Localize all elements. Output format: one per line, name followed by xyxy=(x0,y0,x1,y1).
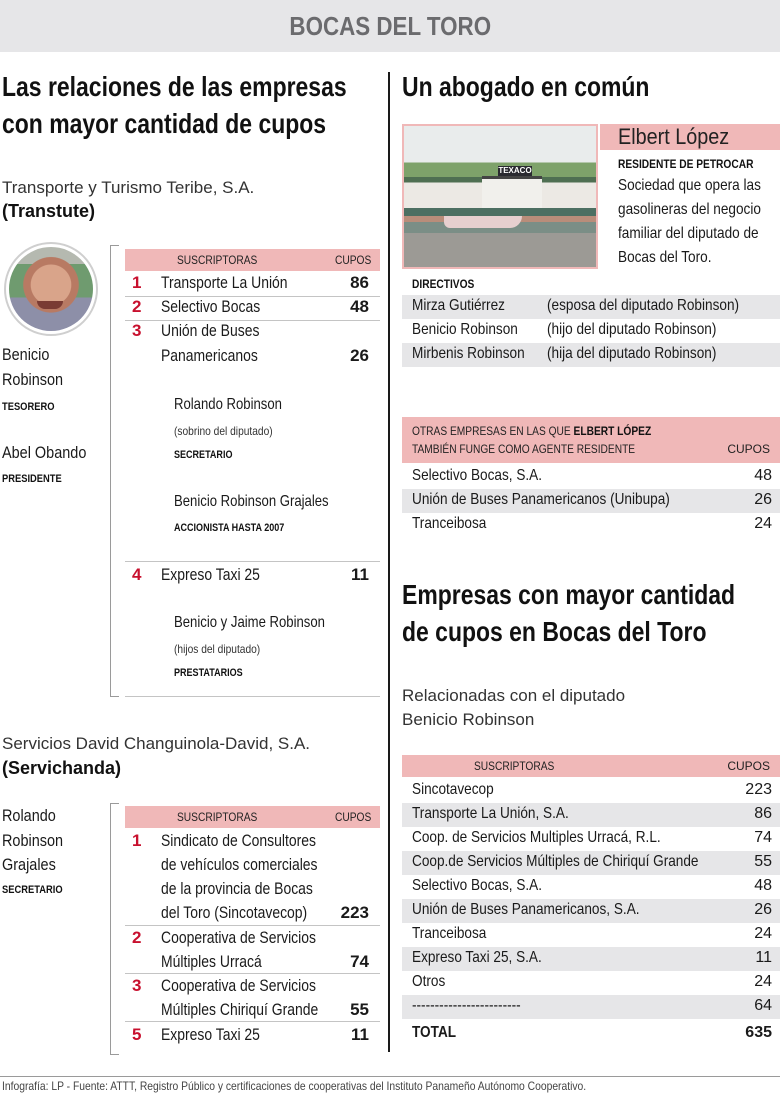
top-title-line2: de cupos en Bocas del Toro xyxy=(402,616,707,647)
right-title: Un abogado en común xyxy=(402,71,650,102)
directivo-row xyxy=(402,295,780,319)
person-name: Grajales xyxy=(2,855,56,874)
row-value: 55 xyxy=(350,1000,369,1019)
row-name: Expreso Taxi 25 xyxy=(161,1025,260,1044)
sub-person-role: ACCIONISTA HASTA 2007 xyxy=(174,522,285,534)
rank-number: 3 xyxy=(132,321,142,340)
other-header-bold: ELBERT LÓPEZ xyxy=(573,424,652,438)
row-value: 11 xyxy=(755,949,772,966)
avatar-benicio-robinson xyxy=(4,242,98,336)
row-value: 64 xyxy=(754,997,772,1014)
header-cupos: CUPOS xyxy=(335,810,372,824)
row-value: 11 xyxy=(351,565,369,584)
directivo-relation: (hija del diputado Robinson) xyxy=(547,345,717,362)
row-name: Unión de Buses xyxy=(161,321,260,340)
row-name: Tranceibosa xyxy=(412,515,487,532)
table-row xyxy=(402,779,780,803)
top-subtitle-line2: Benicio Robinson xyxy=(402,710,535,729)
row-value: 26 xyxy=(754,491,772,508)
header-cupos: CUPOS xyxy=(335,253,372,267)
row-value: 26 xyxy=(754,901,772,918)
row-name: Selectivo Bocas, S.A. xyxy=(412,467,543,484)
other-header-prefix: OTRAS EMPRESAS EN LAS QUE xyxy=(412,424,574,438)
row-divider xyxy=(125,696,380,697)
row-value: 86 xyxy=(754,805,772,822)
directivo-name: Benicio Robinson xyxy=(412,321,518,338)
person-name: Robinson xyxy=(2,831,64,850)
table-row xyxy=(402,971,780,995)
footer-credits: Infografía: LP - Fuente: ATTT, Registro Público y certificaciones de cooperativas del Instituto Panameño Autónomo Cooperativo. xyxy=(2,1079,587,1093)
company2-short: (Servichanda) xyxy=(2,758,122,778)
row-value: 223 xyxy=(340,903,369,922)
person-name: Rolando xyxy=(2,806,56,825)
row-divider xyxy=(125,1021,380,1022)
table-bracket xyxy=(110,245,120,697)
texaco-station-photo xyxy=(402,124,598,269)
table-header xyxy=(125,249,380,271)
row-name: Cooperativa de Servicios xyxy=(161,976,316,995)
rank-number: 5 xyxy=(132,1025,142,1044)
sub-person-role: SECRETARIO xyxy=(174,449,233,461)
lawyer-desc: gasolineras del negocio xyxy=(618,201,761,218)
sub-person-name: Benicio Robinson Grajales xyxy=(174,493,329,510)
directivo-row xyxy=(402,319,780,343)
lawyer-desc: familiar del diputado de xyxy=(618,225,759,242)
person-role: PRESIDENTE xyxy=(2,473,62,485)
row-name: Sincotavecop xyxy=(412,781,494,798)
row-value: 24 xyxy=(754,515,772,532)
row-name: Expreso Taxi 25 xyxy=(161,565,260,584)
row-value: 24 xyxy=(754,925,772,942)
row-name: Otros xyxy=(412,973,446,990)
header-suscriptoras: SUSCRIPTORAS xyxy=(474,759,555,773)
table-row xyxy=(402,827,780,851)
sub-person-note: (hijos del diputado) xyxy=(174,642,261,656)
banner-title: BOCAS DEL TORO xyxy=(289,10,491,41)
table-bracket xyxy=(110,803,120,1055)
table-row xyxy=(402,851,780,875)
row-divider xyxy=(125,561,380,562)
row-name: Unión de Buses Panamericanos (Unibupa) xyxy=(412,491,670,508)
rank-number: 1 xyxy=(132,831,142,850)
row-value: 48 xyxy=(754,877,772,894)
company1-name: Transporte y Turismo Teribe, S.A. xyxy=(2,178,255,197)
left-title-line2: con mayor cantidad de cupos xyxy=(2,108,327,139)
sub-person-role: PRESTATARIOS xyxy=(174,667,243,679)
other-header-line2: TAMBIÉN FUNGE COMO AGENTE RESIDENTE xyxy=(412,442,636,456)
other-companies-header xyxy=(402,417,780,463)
table-row xyxy=(402,513,780,537)
page-banner xyxy=(0,0,780,52)
other-header-line1 xyxy=(412,424,651,438)
lawyer-name: Elbert López xyxy=(618,124,730,149)
rank-number: 4 xyxy=(132,565,142,584)
row-name: de la provincia de Bocas xyxy=(161,879,313,898)
table-row xyxy=(402,465,780,489)
photo-building xyxy=(482,176,542,208)
row-name: Sindicato de Consultores xyxy=(161,831,316,850)
table-row xyxy=(402,489,780,513)
total-value: 635 xyxy=(745,1024,772,1041)
row-name: Unión de Buses Panamericanos, S.A. xyxy=(412,901,640,918)
row-value: 26 xyxy=(350,346,369,365)
row-value: 86 xyxy=(350,273,369,292)
row-name: Múltiples Chiriquí Grande xyxy=(161,1000,319,1019)
row-name: Múltiples Urracá xyxy=(161,952,262,971)
row-value: 74 xyxy=(754,829,772,846)
row-name: Tranceibosa xyxy=(412,925,487,942)
header-cupos: CUPOS xyxy=(727,442,770,456)
sub-person-name: Rolando Robinson xyxy=(174,396,282,413)
directivo-relation: (hijo del diputado Robinson) xyxy=(547,321,717,338)
row-value: 74 xyxy=(350,952,369,971)
photo-sign: TEXACO xyxy=(498,166,532,175)
person-role: SECRETARIO xyxy=(2,884,63,896)
person-name: Benicio xyxy=(2,345,50,364)
total-label: TOTAL xyxy=(412,1024,457,1041)
header-suscriptoras: SUSCRIPTORAS xyxy=(177,810,258,824)
row-name: Cooperativa de Servicios xyxy=(161,928,316,947)
top-title-line1: Empresas con mayor cantidad xyxy=(402,579,736,610)
directivo-name: Mirza Gutiérrez xyxy=(412,297,505,314)
row-name: del Toro (Sincotavecop) xyxy=(161,903,308,922)
rank-number: 1 xyxy=(132,273,142,292)
table-row xyxy=(402,875,780,899)
rank-number: 2 xyxy=(132,928,142,947)
avatar-photo xyxy=(9,247,93,331)
row-name: ------------------------ xyxy=(412,997,521,1014)
person-role: TESORERO xyxy=(2,401,55,413)
top-table-header xyxy=(402,755,780,777)
rank-number: 2 xyxy=(132,297,142,316)
row-value: 48 xyxy=(350,297,369,316)
table-row xyxy=(402,803,780,827)
header-suscriptoras: SUSCRIPTORAS xyxy=(177,253,258,267)
total-row xyxy=(402,1022,780,1046)
rank-number: 3 xyxy=(132,976,142,995)
row-name: Coop.de Servicios Múltiples de Chiriquí Grande xyxy=(412,853,699,870)
header-cupos: CUPOS xyxy=(727,759,770,773)
top-subtitle-line1: Relacionadas con el diputado xyxy=(402,686,626,705)
row-value: 11 xyxy=(351,1025,369,1044)
table-row xyxy=(402,995,780,1019)
sub-person-name: Benicio y Jaime Robinson xyxy=(174,614,325,631)
row-name: Expreso Taxi 25, S.A. xyxy=(412,949,542,966)
person-name: Robinson xyxy=(2,370,64,389)
row-value: 55 xyxy=(754,853,772,870)
table-row xyxy=(402,923,780,947)
footer-divider xyxy=(0,1076,780,1077)
row-name: Transporte La Unión xyxy=(161,273,288,292)
photo-boat xyxy=(444,216,522,228)
directivo-name: Mirbenis Robinson xyxy=(412,345,525,362)
table-row xyxy=(402,899,780,923)
row-name: Selectivo Bocas xyxy=(161,297,261,316)
column-divider xyxy=(388,72,390,1052)
sub-person-note: (sobrino del diputado) xyxy=(174,424,273,438)
left-title-line1: Las relaciones de las empresas xyxy=(2,71,347,102)
row-value: 223 xyxy=(745,781,772,798)
directivo-relation: (esposa del diputado Robinson) xyxy=(547,297,740,314)
row-value: 48 xyxy=(754,467,772,484)
company2-name: Servicios David Changuinola-David, S.A. xyxy=(2,734,311,753)
company1-short: (Transtute) xyxy=(2,201,96,221)
row-name: de vehículos comerciales xyxy=(161,855,318,874)
row-name: Selectivo Bocas, S.A. xyxy=(412,877,543,894)
lawyer-role: RESIDENTE DE PETROCAR xyxy=(618,157,754,171)
table-header xyxy=(125,806,380,828)
row-name: Panamericanos xyxy=(161,346,258,365)
directivos-label: DIRECTIVOS xyxy=(412,277,475,291)
table-row xyxy=(402,947,780,971)
directivo-row xyxy=(402,343,780,367)
lawyer-desc: Sociedad que opera las xyxy=(618,177,761,194)
person-name: Abel Obando xyxy=(2,443,87,462)
lawyer-desc: Bocas del Toro. xyxy=(618,249,712,266)
row-name: Transporte La Unión, S.A. xyxy=(412,805,569,822)
row-value: 24 xyxy=(754,973,772,990)
row-name: Coop. de Servicios Multiples Urracá, R.L. xyxy=(412,829,661,846)
